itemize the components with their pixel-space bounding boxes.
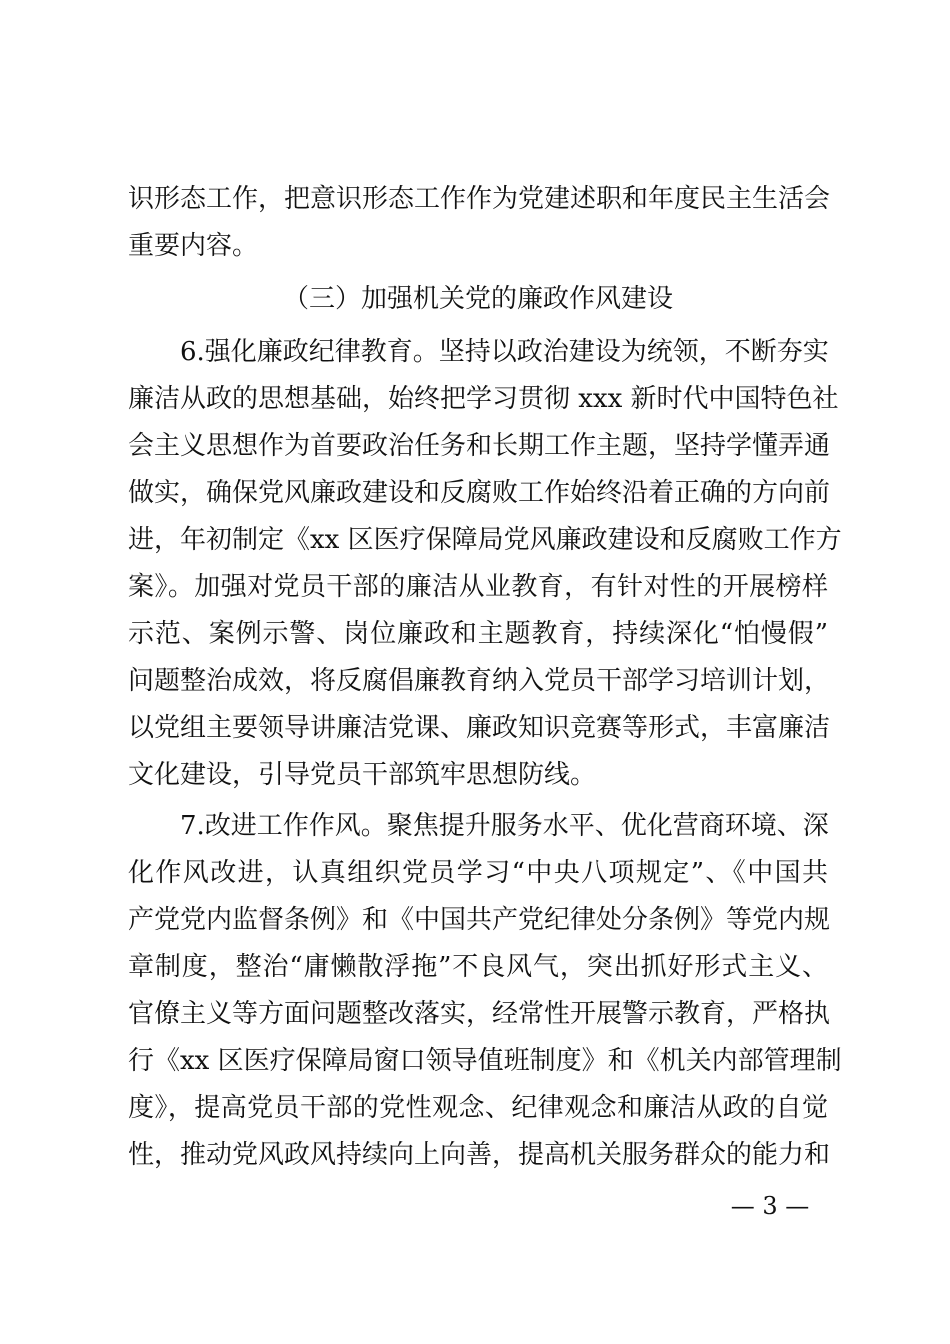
paragraph-6-line: 廉洁从政的思想基础，始终把学习贯彻 xxx 新时代中国特色社 bbox=[128, 384, 839, 414]
paragraph-continued-line: 重要内容。 bbox=[128, 231, 259, 261]
paragraph-7-line: 化作风改进，认真组织党员学习“中央八项规定”、《中国共 bbox=[128, 858, 828, 888]
paragraph-6-line: 以党组主要领导讲廉洁党课、廉政知识竞赛等形式，丰富廉洁 bbox=[128, 713, 831, 743]
paragraph-7-line: 产党党内监督条例》和《中国共产党纪律处分条例》等党内规 bbox=[128, 905, 831, 935]
paragraph-7-line: 7.改进工作作风。聚焦提升服务水平、优化营商环境、深 bbox=[180, 811, 829, 841]
page-number: — 3 — bbox=[730, 1192, 810, 1220]
paragraph-7-line: 官僚主义等方面问题整改落实，经常性开展警示教育，严格执 bbox=[128, 999, 831, 1029]
paragraph-6-line: 示范、案例示警、岗位廉政和主题教育，持续深化“怕慢假” bbox=[128, 619, 828, 649]
paragraph-6-line: 做实，确保党风廉政建设和反腐败工作始终沿着正确的方向前 bbox=[128, 478, 831, 508]
paragraph-continued-line: 识形态工作，把意识形态工作作为党建述职和年度民主生活会 bbox=[128, 184, 831, 214]
paragraph-7-line: 行《xx 区医疗保障局窗口领导值班制度》和《机关内部管理制 bbox=[128, 1046, 842, 1076]
section-heading: （三）加强机关党的廉政作风建设 bbox=[282, 284, 673, 314]
paragraph-7-line: 性，推动党风政风持续向上向善，提高机关服务群众的能力和 bbox=[128, 1140, 831, 1170]
document-body bbox=[128, 176, 842, 1179]
paragraph-6-line: 6.强化廉政纪律教育。坚持以政治建设为统领，不断夯实 bbox=[180, 337, 829, 367]
paragraph-6-line: 文化建设，引导党员干部筑牢思想防线。 bbox=[128, 760, 597, 790]
paragraph-6-line: 案》。加强对党员干部的廉洁从业教育，有针对性的开展榜样 bbox=[128, 572, 828, 602]
paragraph-7-line: 章制度，整治“庸懒散浮拖”不良风气，突出抓好形式主义、 bbox=[128, 952, 828, 982]
paragraph-6-line: 会主义思想作为首要政治任务和长期工作主题，坚持学懂弄通 bbox=[128, 431, 831, 461]
paragraph-7-line: 度》，提高党员干部的党性观念、纪律观念和廉洁从政的自觉 bbox=[128, 1093, 828, 1123]
paragraph-6-line: 问题整治成效，将反腐倡廉教育纳入党员干部学习培训计划， bbox=[128, 666, 831, 696]
paragraph-6-line: 进，年初制定《xx 区医疗保障局党风廉政建设和反腐败工作方 bbox=[128, 525, 842, 555]
